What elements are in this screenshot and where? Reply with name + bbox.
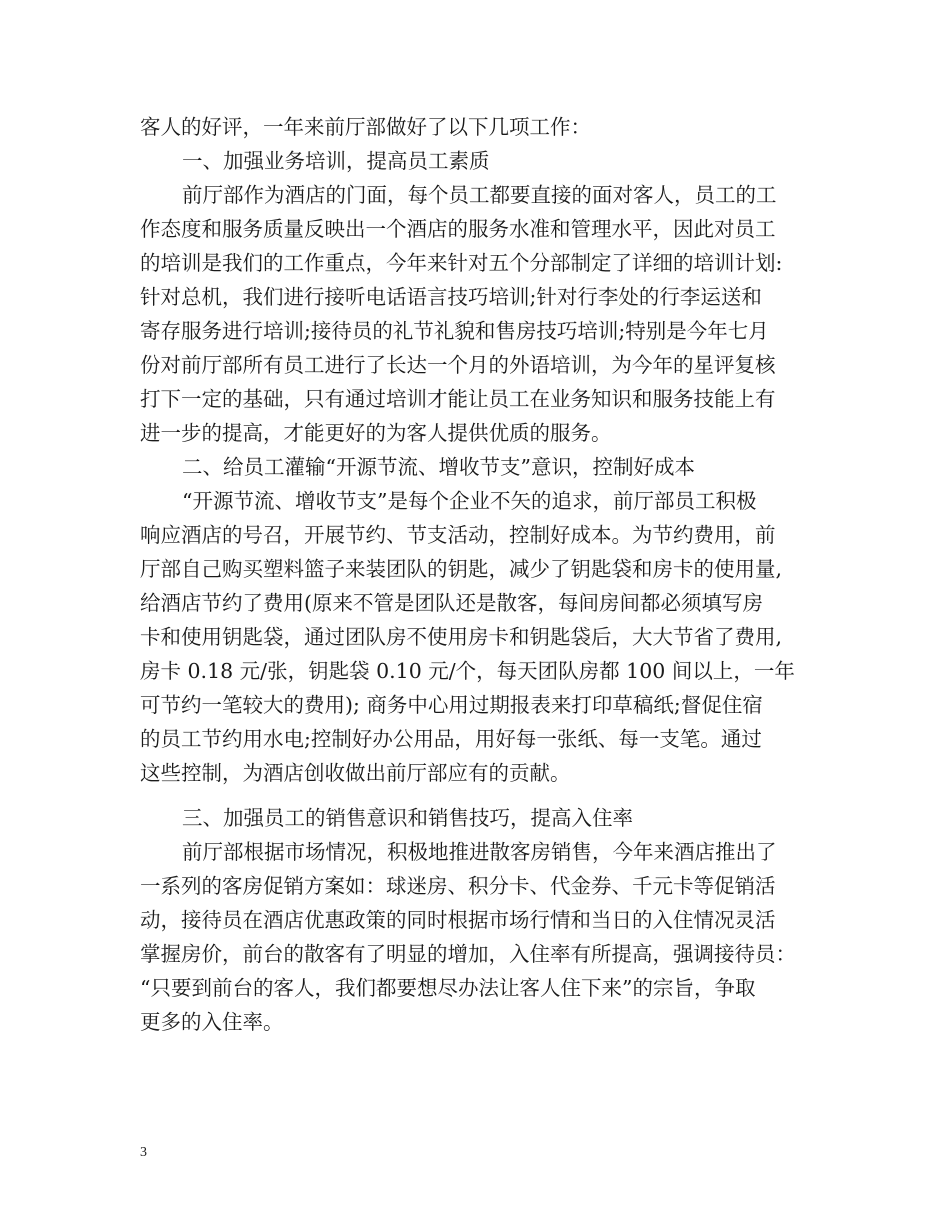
paragraph-line: 厅部自己购买塑料篮子来装团队的钥匙，减少了钥匙袋和房卡的使用量, xyxy=(140,557,783,581)
paragraph-line: 的培训是我们的工作重点，今年来针对五个分部制定了详细的培训计划: xyxy=(140,251,783,275)
paragraph-line: 给酒店节约了费用(原来不管是团队还是散客，每间房间都必须填写房 xyxy=(140,591,763,615)
paragraph-line: 进一步的提高，才能更好的为客人提供优质的服务。 xyxy=(140,421,612,445)
section-heading-2: 二、给员工灌输“开源节流、增收节支”意识，控制好成本 xyxy=(182,455,695,479)
paragraph-gap xyxy=(140,790,820,801)
paragraph-line: 客人的好评，一年来前厅部做好了以下几项工作： xyxy=(140,115,591,139)
paragraph-line: 前厅部作为酒店的门面，每个员工都要直接的面对客人，员工的工 xyxy=(182,183,777,207)
paragraph-line: 这些控制，为酒店创收做出前厅部应有的贡献。 xyxy=(140,761,571,785)
section-heading-3: 三、加强员工的销售意识和销售技巧，提高入住率 xyxy=(182,806,633,830)
section-heading-1: 一、加强业务培训，提高员工素质 xyxy=(182,149,490,173)
paragraph-line: 更多的入住率。 xyxy=(140,1010,284,1034)
paragraph-line: “只要到前台的客人，我们都要想尽办法让客人住下来”的宗旨，争取 xyxy=(140,976,756,1000)
paragraph-line: 掌握房价，前台的散客有了明显的增加，入住率有所提高，强调接待员： xyxy=(140,942,796,966)
paragraph-line: 作态度和服务质量反映出一个酒店的服务水准和管理水平，因此对员工 xyxy=(140,217,776,241)
paragraph-line: 针对总机，我们进行接听电话语言技巧培训;针对行李处的行李运送和 xyxy=(140,285,762,309)
page-number: 3 xyxy=(140,1145,147,1160)
paragraph-line: 卡和使用钥匙袋，通过团队房不使用房卡和钥匙袋后，大大节省了费用, xyxy=(140,625,783,649)
document-body xyxy=(140,110,820,1039)
paragraph-line: 响应酒店的号召，开展节约、节支活动，控制好成本。为节约费用，前 xyxy=(140,523,776,547)
paragraph-line: 的员工节约用水电;控制好办公用品，用好每一张纸、每一支笔。通过 xyxy=(140,727,762,751)
paragraph-line: 寄存服务进行培训;接待员的礼节礼貌和售房技巧培训;特别是今年七月 xyxy=(140,319,769,343)
paragraph-line: 房卡 0.18 元/张，钥匙袋 0.10 元/个，每天团队房都 100 间以上，一年 xyxy=(140,659,795,683)
paragraph-line: 动，接待员在酒店优惠政策的同时根据市场行情和当日的入住情况灵活 xyxy=(140,908,776,932)
paragraph-line: 一系列的客房促销方案如：球迷房、积分卡、代金券、千元卡等促销活 xyxy=(140,874,776,898)
paragraph-line: 可节约一笔较大的费用); 商务中心用过期报表来打印草稿纸;督促住宿 xyxy=(140,693,763,717)
paragraph-line: 前厅部根据市场情况，积极地推进散客房销售，今年来酒店推出了 xyxy=(182,840,777,864)
paragraph-line: 份对前厅部所有员工进行了长达一个月的外语培训，为今年的星评复核 xyxy=(140,353,776,377)
paragraph-line: “开源节流、增收节支”是每个企业不矢的追求，前厅部员工积极 xyxy=(182,489,757,513)
paragraph-line: 打下一定的基础，只有通过培训才能让员工在业务知识和服务技能上有 xyxy=(140,387,776,411)
